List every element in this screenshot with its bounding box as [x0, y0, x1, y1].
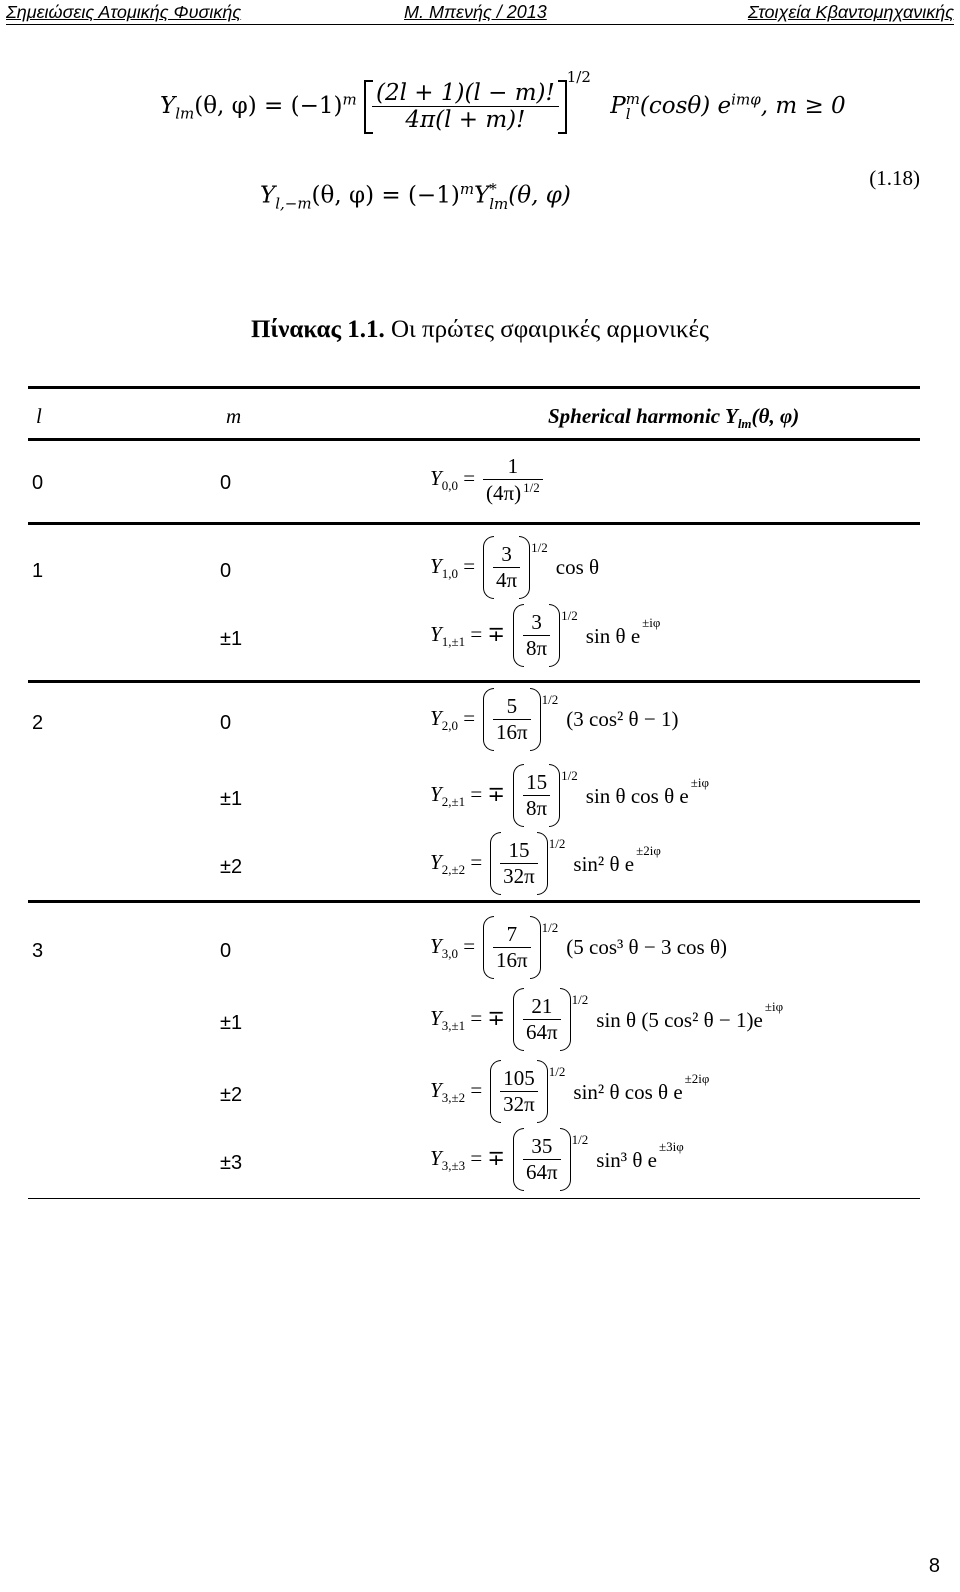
spherical-harmonic-formula — [430, 691, 679, 745]
caption-text: Οι πρώτες σφαιρικές αρμονικές — [384, 316, 709, 343]
eq1-args: (θ, φ) = (−1) — [194, 92, 343, 119]
formula-rest-text: sin θ e — [585, 623, 641, 648]
formula-paren — [490, 838, 548, 889]
running-header — [6, 0, 954, 25]
cell-m: ±2 — [220, 1084, 243, 1106]
formula-rest-text: sin³ θ e — [596, 1147, 657, 1172]
spherical-harmonic-formula — [430, 1063, 710, 1117]
formula-equals: = — [470, 1077, 483, 1102]
cell-m: ±3 — [220, 1152, 243, 1174]
formula-fraction — [483, 454, 543, 506]
formula-y: Y — [430, 621, 442, 646]
formula-power: 1/2 — [531, 539, 548, 555]
formula-paren — [513, 1134, 571, 1185]
cell-m: 0 — [220, 472, 232, 494]
formula-paren — [513, 994, 571, 1045]
formula-rest-text: sin² θ e — [573, 851, 635, 876]
eq1-legendre-sub: l — [625, 104, 631, 123]
formula-lhs — [430, 554, 475, 582]
formula-lhs — [430, 1146, 505, 1174]
formula-denominator: 32π — [503, 1092, 535, 1117]
formula-y-sub: 3,±1 — [441, 1017, 466, 1033]
formula-numerator: 15 — [523, 770, 550, 796]
formula-rest — [566, 935, 727, 960]
formula-y: Y — [430, 705, 442, 730]
eq1-bracket — [364, 80, 567, 134]
formula-lhs — [430, 850, 482, 878]
formula-lhs — [430, 1078, 482, 1106]
formula-power: 1/2 — [548, 1063, 566, 1079]
formula-numerator: 7 — [493, 922, 531, 948]
table-caption — [0, 316, 960, 344]
eq1-numerator: (2l + 1)(l − m)! — [372, 80, 559, 107]
formula-denominator: 16π — [496, 948, 528, 973]
formula-equals: = ∓ — [470, 621, 506, 646]
spherical-harmonic-formula — [430, 1131, 684, 1185]
formula-y-sub: 2,±2 — [441, 861, 466, 877]
eq2-conj-indices — [489, 179, 509, 213]
formula-equals: = — [463, 466, 476, 491]
formula-equals: = — [463, 553, 476, 578]
eq2-conj-star: * — [489, 179, 497, 198]
table-top-rule — [28, 386, 920, 389]
eq1-pow: m — [342, 90, 357, 109]
formula-rest-exp: ±iφ — [764, 998, 784, 1014]
table-group-rule-3 — [28, 900, 920, 903]
col-header-harmonic — [548, 404, 799, 432]
formula-paren — [483, 542, 530, 593]
formula-rest-text: sin² θ cos θ e — [573, 1079, 683, 1104]
formula-y-sub: 3,±3 — [441, 1157, 466, 1173]
formula-numerator: 21 — [523, 994, 561, 1020]
spherical-harmonic-formula — [430, 607, 661, 661]
formula-rest — [556, 555, 599, 580]
formula-numerator: 3 — [493, 542, 520, 568]
eq2-conj-sub: lm — [489, 194, 509, 213]
formula-power: 1/2 — [541, 919, 559, 935]
formula-rest-exp: ±2iφ — [636, 842, 661, 858]
formula-y-sub: 2,0 — [441, 717, 458, 733]
formula-fraction — [500, 838, 538, 889]
formula-rest-text: sin θ (5 cos² θ − 1)e — [596, 1007, 763, 1032]
eq2-pow: m — [459, 180, 475, 198]
spherical-harmonic-formula — [430, 767, 709, 821]
equation-yl-minus-m — [260, 180, 571, 212]
spherical-harmonic-formula — [430, 919, 727, 973]
formula-equals: = ∓ — [470, 1145, 506, 1170]
cell-m: ±2 — [220, 856, 243, 878]
formula-numerator: 5 — [493, 694, 531, 720]
formula-lhs — [430, 934, 475, 962]
formula-y-sub: 0,0 — [441, 478, 458, 494]
caption-label: Πίνακας 1.1. — [251, 316, 385, 343]
formula-rest-exp: ±2iφ — [684, 1070, 710, 1086]
cell-l: 0 — [32, 472, 44, 494]
formula-fraction — [500, 1066, 538, 1117]
formula-power: 1/2 — [561, 767, 578, 783]
eq1-fraction — [372, 80, 559, 134]
col-header-l: l — [36, 404, 42, 428]
col-header-harmonic-text: Spherical harmonic Y — [548, 404, 738, 428]
eq2-y: Y — [260, 182, 276, 209]
eq2-y-sub: l,−m — [275, 194, 312, 213]
cell-m: 0 — [220, 940, 232, 962]
formula-lhs — [430, 466, 475, 494]
formula-power: 1/2 — [548, 835, 566, 851]
col-header-harmonic-sub: lm — [737, 416, 752, 432]
formula-fraction — [493, 694, 531, 745]
formula-paren — [490, 1066, 548, 1117]
formula-equals: = — [463, 933, 476, 958]
formula-numerator: 1 — [483, 454, 543, 480]
eq1-legendre: P — [610, 92, 626, 119]
formula-y: Y — [430, 933, 442, 958]
formula-rest-text: cos θ — [555, 555, 600, 580]
spherical-harmonic-formula — [430, 835, 661, 889]
eq1-legendre-sup: m — [625, 89, 640, 108]
formula-power: 1/2 — [571, 1131, 589, 1147]
formula-paren — [483, 694, 541, 745]
cell-m: 0 — [220, 560, 232, 582]
formula-y: Y — [430, 1145, 442, 1170]
cell-m: ±1 — [220, 1012, 243, 1034]
eq1-denominator: 4π(l + m)! — [405, 107, 526, 134]
formula-den-pow: 1/2 — [523, 480, 540, 496]
formula-y: Y — [430, 1005, 442, 1030]
formula-fraction — [523, 770, 550, 821]
formula-denominator: 8π — [526, 636, 548, 661]
formula-y-sub: 1,0 — [441, 565, 458, 581]
eq1-legendre-indices — [625, 89, 640, 123]
cell-l: 2 — [32, 712, 44, 734]
formula-y-sub: 3,0 — [441, 945, 458, 961]
formula-denominator: 4π — [496, 568, 518, 593]
formula-paren — [483, 922, 541, 973]
formula-numerator: 15 — [500, 838, 538, 864]
formula-rest-text: (5 cos³ θ − 3 cos θ) — [566, 935, 727, 960]
header-right: Στοιχεία Κβαντομηχανικής — [747, 2, 954, 22]
formula-power: 1/2 — [571, 991, 589, 1007]
equation-number: (1.18) — [869, 166, 920, 190]
cell-m: 0 — [220, 712, 232, 734]
formula-y: Y — [430, 466, 442, 491]
eq2-conj-y: Y — [474, 182, 490, 209]
table-group-rule-1 — [28, 522, 920, 525]
spherical-harmonic-formula — [430, 991, 784, 1045]
spherical-harmonic-formula — [430, 539, 600, 593]
formula-rest-exp: ±3iφ — [658, 1138, 684, 1154]
eq1-condition: , m ≥ 0 — [760, 92, 846, 119]
formula-y-sub: 1,±1 — [441, 633, 466, 649]
formula-numerator: 105 — [500, 1066, 538, 1092]
formula-equals: = — [470, 849, 483, 874]
col-header-harmonic-args: (θ, φ) — [751, 404, 800, 428]
eq2-tail: (θ, φ) — [508, 182, 571, 209]
table-group-rule-2 — [28, 680, 920, 683]
cell-l: 3 — [32, 940, 44, 962]
formula-denominator: 64π — [526, 1160, 558, 1185]
formula-equals: = ∓ — [470, 781, 506, 806]
table-bottom-rule — [28, 1198, 920, 1199]
formula-y: Y — [430, 781, 442, 806]
formula-fraction — [493, 542, 520, 593]
formula-numerator: 3 — [523, 610, 550, 636]
eq1-y: Y — [160, 92, 176, 119]
formula-lhs — [430, 1006, 505, 1034]
cell-m: ±1 — [220, 788, 243, 810]
formula-y: Y — [430, 849, 442, 874]
formula-rest — [566, 707, 678, 732]
formula-rest-exp: ±iφ — [690, 774, 709, 790]
formula-denominator: 16π — [496, 720, 528, 745]
formula-rest-exp: ±iφ — [642, 614, 661, 630]
spherical-harmonic-formula — [430, 454, 543, 506]
cell-l: 1 — [32, 560, 44, 582]
eq2-mid: (θ, φ) = (−1) — [311, 182, 460, 209]
formula-den-text: (4π) — [486, 481, 522, 506]
formula-rest-text: sin θ cos θ e — [585, 783, 689, 808]
col-header-m: m — [226, 404, 242, 428]
formula-y: Y — [430, 553, 442, 578]
eq1-bracket-pow: 1/2 — [566, 68, 591, 87]
formula-denominator: 32π — [503, 864, 535, 889]
formula-fraction — [493, 922, 531, 973]
cell-m: ±1 — [220, 628, 243, 650]
formula-lhs — [430, 706, 475, 734]
page-number: 8 — [928, 1555, 940, 1577]
formula-fraction — [523, 1134, 561, 1185]
formula-denominator — [483, 480, 543, 506]
formula-denominator: 64π — [526, 1020, 558, 1045]
eq1-y-sub: lm — [175, 104, 195, 123]
header-center: Μ. Μπενής / 2013 — [404, 2, 547, 22]
formula-y: Y — [430, 1077, 442, 1102]
formula-rest-text: (3 cos² θ − 1) — [566, 707, 679, 732]
formula-fraction — [523, 994, 561, 1045]
formula-denominator: 8π — [526, 796, 548, 821]
formula-y-sub: 2,±1 — [441, 793, 466, 809]
formula-power: 1/2 — [561, 607, 578, 623]
formula-numerator: 35 — [523, 1134, 561, 1160]
table-header-rule — [28, 438, 920, 441]
formula-paren — [513, 610, 560, 661]
formula-fraction — [523, 610, 550, 661]
formula-paren — [513, 770, 560, 821]
formula-equals: = ∓ — [470, 1005, 506, 1030]
formula-power: 1/2 — [541, 691, 559, 707]
formula-lhs — [430, 622, 505, 650]
formula-y-sub: 3,±2 — [441, 1089, 466, 1105]
formula-equals: = — [463, 705, 476, 730]
formula-lhs — [430, 782, 505, 810]
eq1-cos: (cosθ) e — [639, 92, 732, 119]
equation-ylm-definition — [160, 68, 846, 134]
eq1-exp: imφ — [731, 90, 761, 109]
header-left: Σημειώσεις Ατομικής Φυσικής — [6, 2, 242, 22]
